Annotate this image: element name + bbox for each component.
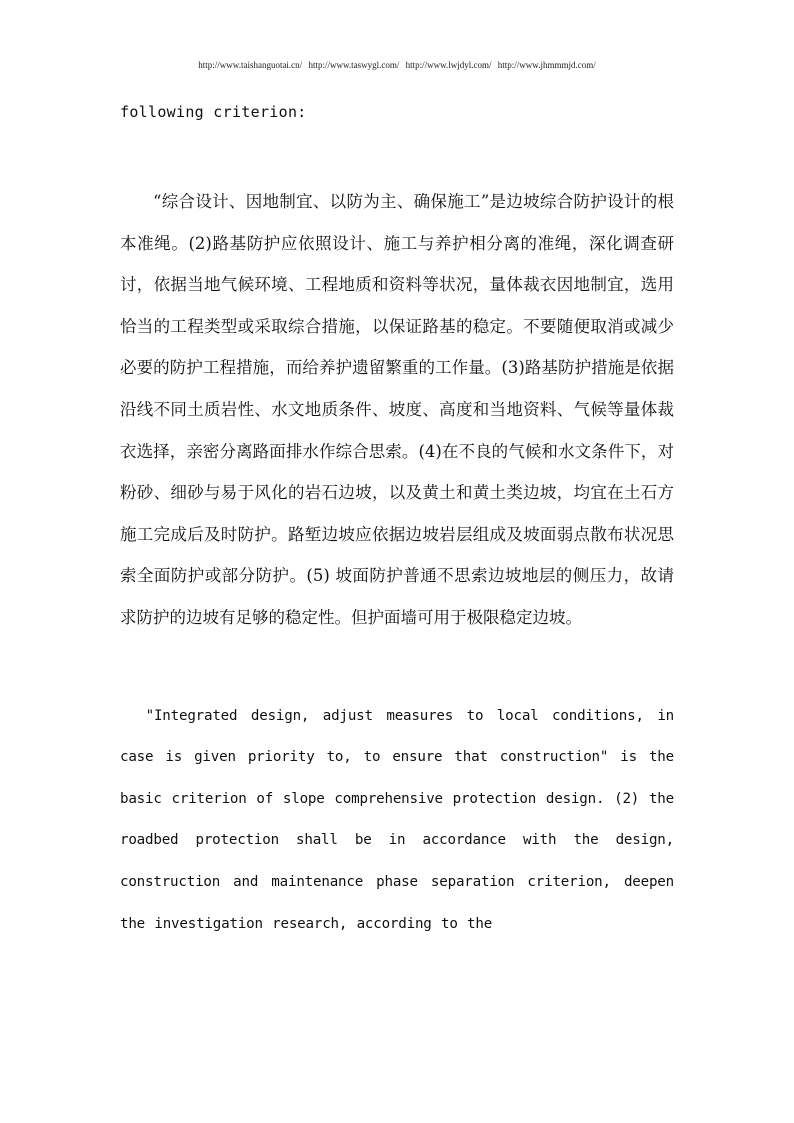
document-body xyxy=(120,100,674,945)
header-link-3[interactable]: http://www.lwjdyl.com/ xyxy=(405,60,492,70)
english-paragraph: "Integrated design, adjust measures to local conditions, in case is given priority to, to ensure that construction" is the basic criterion of slope comprehensive protection design. (2) the roadbed protection shall be in accordance with the design, construction and maintenance phase separation criterion, deepen the investigation research, according to the xyxy=(120,707,674,932)
intro-line: following criterion: xyxy=(120,103,307,121)
chinese-paragraph: “综合设计、因地制宜、以防为主、确保施工”是边坡综合防护设计的根本准绳。(2)路基防护应依照设计、施工与养护相分离的准绳，深化调查研讨，依据当地气候环境、工程地质和资料等状况，量体裁衣因地制宜，选用恰当的工程类型或采取综合措施，以保证路基的稳定。不要随便取消或减少必要的防护工程措施，而给养护遗留繁重的工作量。(3)路基防护措施是依据沿线不同土质岩性、水文地质条件、坡度、高度和当地资料、气候等量体裁衣选择，亲密分离路面排水作综合思索。(4)在不良的气候和水文条件下，对粉砂、细砂与易于风化的岩石边坡，以及黄土和黄土类边坡，均宜在土石方施工完成后及时防护。路堑边坡应依据边坡岩层组成及坡面弱点散布状况思索全面防护或部分防护。(5) 坡面防护普通不思索边坡地层的侧压力，故请求防护的边坡有足够的稳定性。但护面墙可用于极限稳定边坡。 xyxy=(120,192,674,627)
header-links xyxy=(0,60,794,70)
header-link-1[interactable]: http://www.taishanguotai.cn/ xyxy=(198,60,303,70)
header-link-4[interactable]: http://www.jhmmmjd.com/ xyxy=(497,60,596,70)
header-link-2[interactable]: http://www.taswygl.com/ xyxy=(308,60,400,70)
